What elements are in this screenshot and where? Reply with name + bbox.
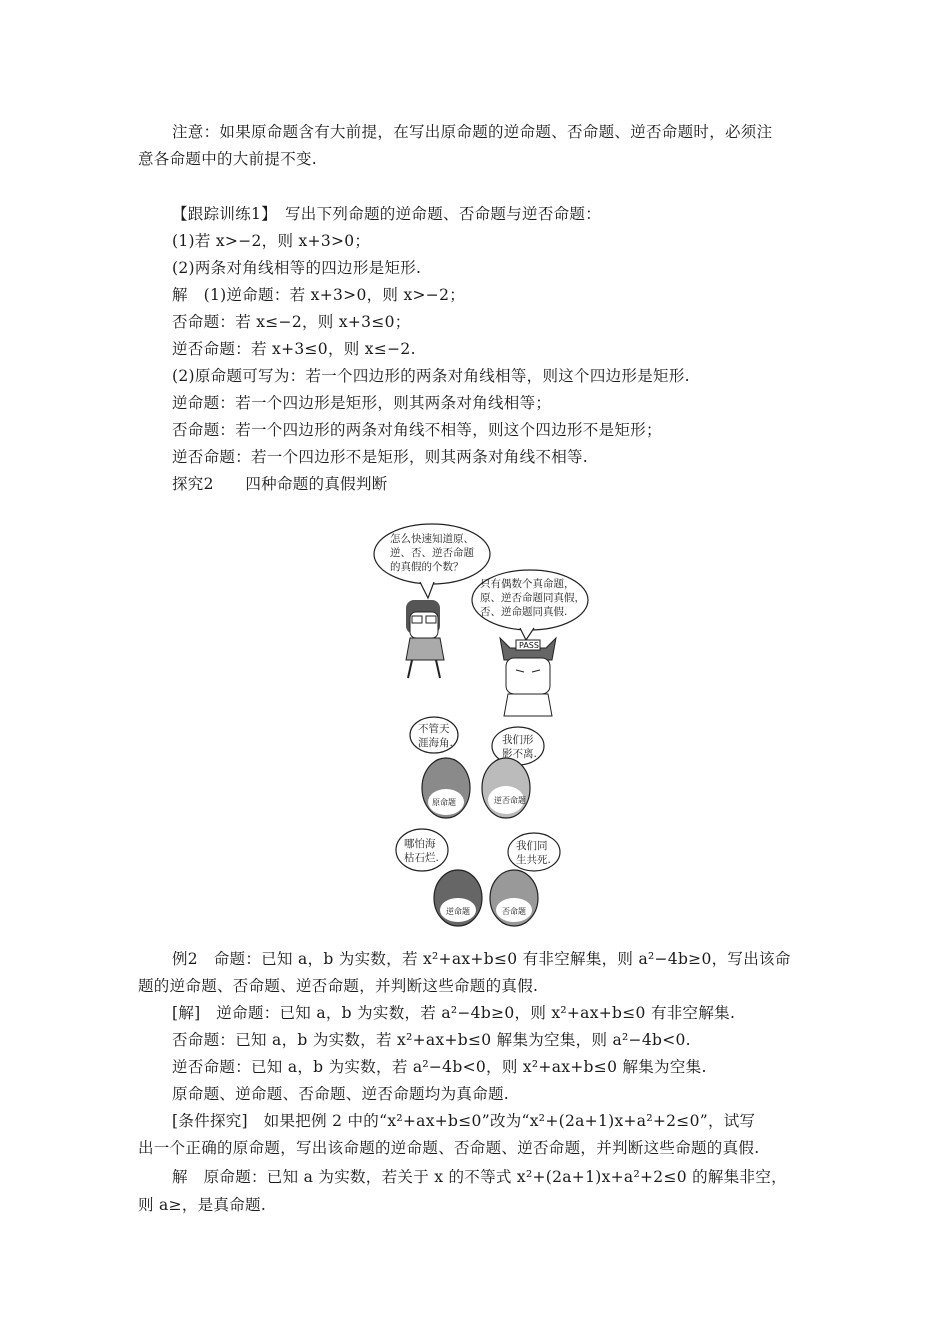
bubble2-line1: 只有偶数个真命题， [480,578,575,590]
bubble1-line2: 逆、否、逆否命题 [390,547,474,559]
condition-explore-line-1: [条件探究] 如果把例 2 中的“x²+ax+b≤0”改为“x²+(2a+1)x+a²+2≤0”，试写 [172,1112,756,1130]
bubble4-line1: 我们形 [502,734,534,746]
example2-line-1: 例2 命题：已知 a，b 为实数，若 x²+ax+b≤0 有非空解集，则 a²−4b≥0，写出该命 [172,950,791,968]
bubble1-line3: 的真假的个数？ [390,561,464,573]
condition-explore-line-2: 出一个正确的原命题，写出该命题的逆命题、否命题、逆否命题，并判断这些命题的真假. [138,1139,760,1157]
example2-line-2: 题的逆命题、否命题、逆否命题，并判断这些命题的真假. [138,977,539,995]
solution-line-7: 逆否命题：若一个四边形不是矩形，则其两条对角线不相等. [172,448,589,466]
egg1-label: 原命题 [432,798,456,807]
example2-solution-4: 原命题、逆命题、否命题、逆否命题均为真命题. [172,1085,510,1103]
note-line-1: 注意：如果原命题含有大前提，在写出原命题的逆命题、否命题、逆否命题时，必须注 [172,123,773,141]
note-line-2: 意各命题中的大前提不变. [138,150,318,168]
final-solution-line-2: 则 a≥，是真命题. [138,1196,267,1214]
example2-solution-3: 逆否命题：已知 a，b 为实数，若 a²−4b<0，则 x²+ax+b≤0 解集为空集. [172,1058,707,1076]
pass-hat-character [500,638,556,716]
solution-line-4: (2)原命题可写为：若一个四边形的两条对角线相等，则这个四边形是矩形. [172,367,690,385]
cartoon-illustration [370,520,590,930]
exercise-item-1: (1)若 x>−2，则 x+3>0； [172,232,371,250]
bubble5-line1: 哪怕海 [404,838,436,850]
example2-solution-1: [解] 逆命题：已知 a，b 为实数，若 a²−4b≥0，则 x²+ax+b≤0 有非空解集. [172,1004,736,1022]
final-solution-line-1: 解 原命题：已知 a 为实数，若关于 x 的不等式 x²+(2a+1)x+a²+2≤0 的解集非空， [172,1168,787,1186]
bubble4-line2: 影不离. [502,748,537,760]
solution-line-2: 否命题：若 x≤−2，则 x+3≤0； [172,313,411,331]
section-heading: 探究2 四种命题的真假判断 [172,475,388,493]
bubble3-line2: 涯海角. [418,737,453,749]
bubble2-line3: 否、逆命题同真假. [480,606,568,618]
bubble3-line1: 不管天 [418,723,450,735]
exercise-heading: 【跟踪训练1】 写出下列命题的逆命题、否命题与逆否命题： [172,205,602,223]
exercise-item-2: (2)两条对角线相等的四边形是矩形. [172,259,422,277]
solution-line-5: 逆命题：若一个四边形是矩形，则其两条对角线相等； [172,394,552,412]
bubble6-line2: 生共死. [516,854,551,866]
boy-character [406,600,444,678]
bubble5-line2: 枯石烂. [404,852,439,864]
egg4-label: 否命题 [502,907,526,916]
example2-solution-2: 否命题：已知 a，b 为实数，若 x²+ax+b≤0 解集为空集，则 a²−4b<0. [172,1031,691,1049]
egg3-label: 逆命题 [446,907,470,916]
solution-line-6: 否命题：若一个四边形的两条对角线不相等，则这个四边形不是矩形； [172,421,662,439]
solution-line-1: 解 (1)逆命题：若 x+3>0，则 x>−2； [172,286,466,304]
speech-bubble-5 [396,829,448,871]
bubble1-line1: 怎么快速知道原、 [390,533,474,545]
hat-label: PASS [519,641,539,650]
bubble2-line2: 原、逆否命题同真假， [480,592,585,604]
solution-line-3: 逆否命题：若 x+3≤0，则 x≤−2. [172,340,416,358]
egg2-label: 逆否命题 [494,796,526,805]
bubble6-line1: 我们同 [516,840,548,852]
